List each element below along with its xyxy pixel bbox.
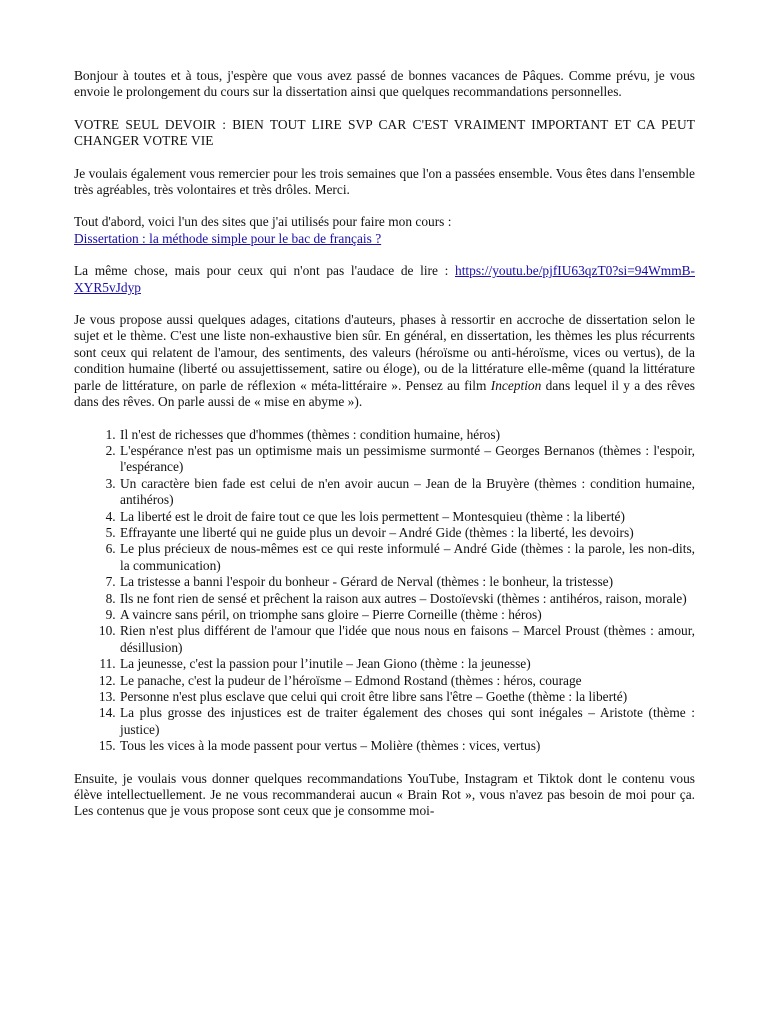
quote-item: 5. Effrayante une liberté qui ne guide plus un devoir – André Gide (thèmes : la liberté, les devoirs) [119, 525, 695, 541]
adages-intro-text: Je vous propose aussi quelques adages, citations d'auteurs, phases à ressortir en accroche de dissertation selon le sujet et le thème. C'est une liste non-exhaustive bien sûr. En général, en dissertation, les thèmes les plus récurrents sont ceux qui relatent de l'amour, des sentiments, des valeurs (héroïsme ou anti-héroïsme, vices ou vertus), de la condition humaine (liberté ou assujettissement, satire ou éloge), ou de la littérature elle-même (quand la littérature parle de littérature, on parle de réflexion « méta-littéraire ». Pensez au film [74, 312, 695, 393]
document-page [74, 68, 695, 820]
adages-intro-paragraph [74, 312, 695, 410]
quote-item: 14. La plus grosse des injustices est de traiter également des choses qui sont inégales – Aristote (thème : justice) [119, 705, 695, 738]
quote-item: 9. A vaincre sans péril, on triomphe sans gloire – Pierre Corneille (thème : héros) [119, 607, 695, 623]
youtube-video-link[interactable]: https://youtu.be/pjfIU63qzT0?si=94WmmB-XYR5vJdyp [74, 263, 695, 295]
recommendations-paragraph: Ensuite, je voulais vous donner quelques recommandations YouTube, Instagram et Tiktok dont le contenu vous élève intellectuellement. Je ne vous recommanderai aucun « Brain Rot », vous n'avez pas besoin de moi pour ça. Les contenus que je vous propose sont ceux que je consomme moi- [74, 770, 695, 819]
quote-item: 12. Le panache, c'est la pudeur de l’héroïsme – Edmond Rostand (thèmes : héros, courage [119, 673, 695, 689]
video-paragraph [74, 263, 695, 296]
video-intro-text: La même chose, mais pour ceux qui n'ont pas l'audace de lire : [74, 263, 455, 279]
quote-item: 2. L'espérance n'est pas un optimisme mais un pessimisme surmonté – Georges Bernanos (thèmes : l'espoir, l'espérance) [119, 443, 695, 476]
dissertation-method-link[interactable]: Dissertation : la méthode simple pour le bac de français ? [74, 230, 382, 246]
quote-item: 15. Tous les vices à la mode passent pour vertus – Molière (thèmes : vices, vertus) [119, 738, 695, 754]
quote-item: 7. La tristesse a banni l'espoir du bonheur - Gérard de Nerval (thèmes : le bonheur, la tristesse) [119, 574, 695, 590]
quotes-list [74, 427, 695, 755]
quote-item: 6. Le plus précieux de nous-mêmes est ce qui reste informulé – André Gide (thèmes : la parole, les non-dits, la communication) [119, 541, 695, 574]
adages-intro-end: dans lequel il y a des rêves dans des rêves. On parle aussi de « mise en abyme »). [74, 377, 695, 410]
sites-intro-text: Tout d'abord, voici l'un des sites que j'ai utilisés pour faire mon cours : [74, 214, 452, 230]
quote-item: 13. Personne n'est plus esclave que celui qui croit être libre sans l'être – Goethe (thème : la liberté) [119, 689, 695, 705]
intro-paragraph: Bonjour à toutes et à tous, j'espère que vous avez passé de bonnes vacances de Pâques. Comme prévu, je vous envoie le prolongement du cours sur la dissertation ainsi que quelques recommandations personnelles. [74, 68, 695, 100]
quote-item: 1. Il n'est de richesses que d'hommes (thèmes : condition humaine, héros) [119, 427, 695, 443]
quote-item: 10. Rien n'est plus différent de l'amour que l'idée que nous nous en faisons – Marcel Proust (thèmes : amour, désillusion) [119, 623, 695, 656]
quote-item: 4. La liberté est le droit de faire tout ce que les lois permettent – Montesquieu (thème : la liberté) [119, 509, 695, 525]
duty-paragraph: VOTRE SEUL DEVOIR : BIEN TOUT LIRE SVP CAR C'EST VRAIMENT IMPORTANT ET CA PEUT CHANGER VOTRE VIE [74, 116, 695, 149]
quote-item: 8. Ils ne font rien de sensé et prêchent la raison aux autres – Dostoïevski (thèmes : antihéros, raison, morale) [119, 591, 695, 607]
thanks-paragraph: Je voulais également vous remercier pour les trois semaines que l'on a passées ensemble. Vous êtes dans l'ensemble très agréables, très volontaires et très drôles. Merci. [74, 165, 695, 198]
film-title: Inception [490, 377, 542, 393]
quote-item: 11. La jeunesse, c'est la passion pour l’inutile – Jean Giono (thème : la jeunesse) [119, 656, 695, 672]
quote-item: 3. Un caractère bien fade est celui de n'en avoir aucun – Jean de la Bruyère (thèmes : condition humaine, antihéros) [119, 476, 695, 509]
sites-paragraph [74, 214, 695, 247]
